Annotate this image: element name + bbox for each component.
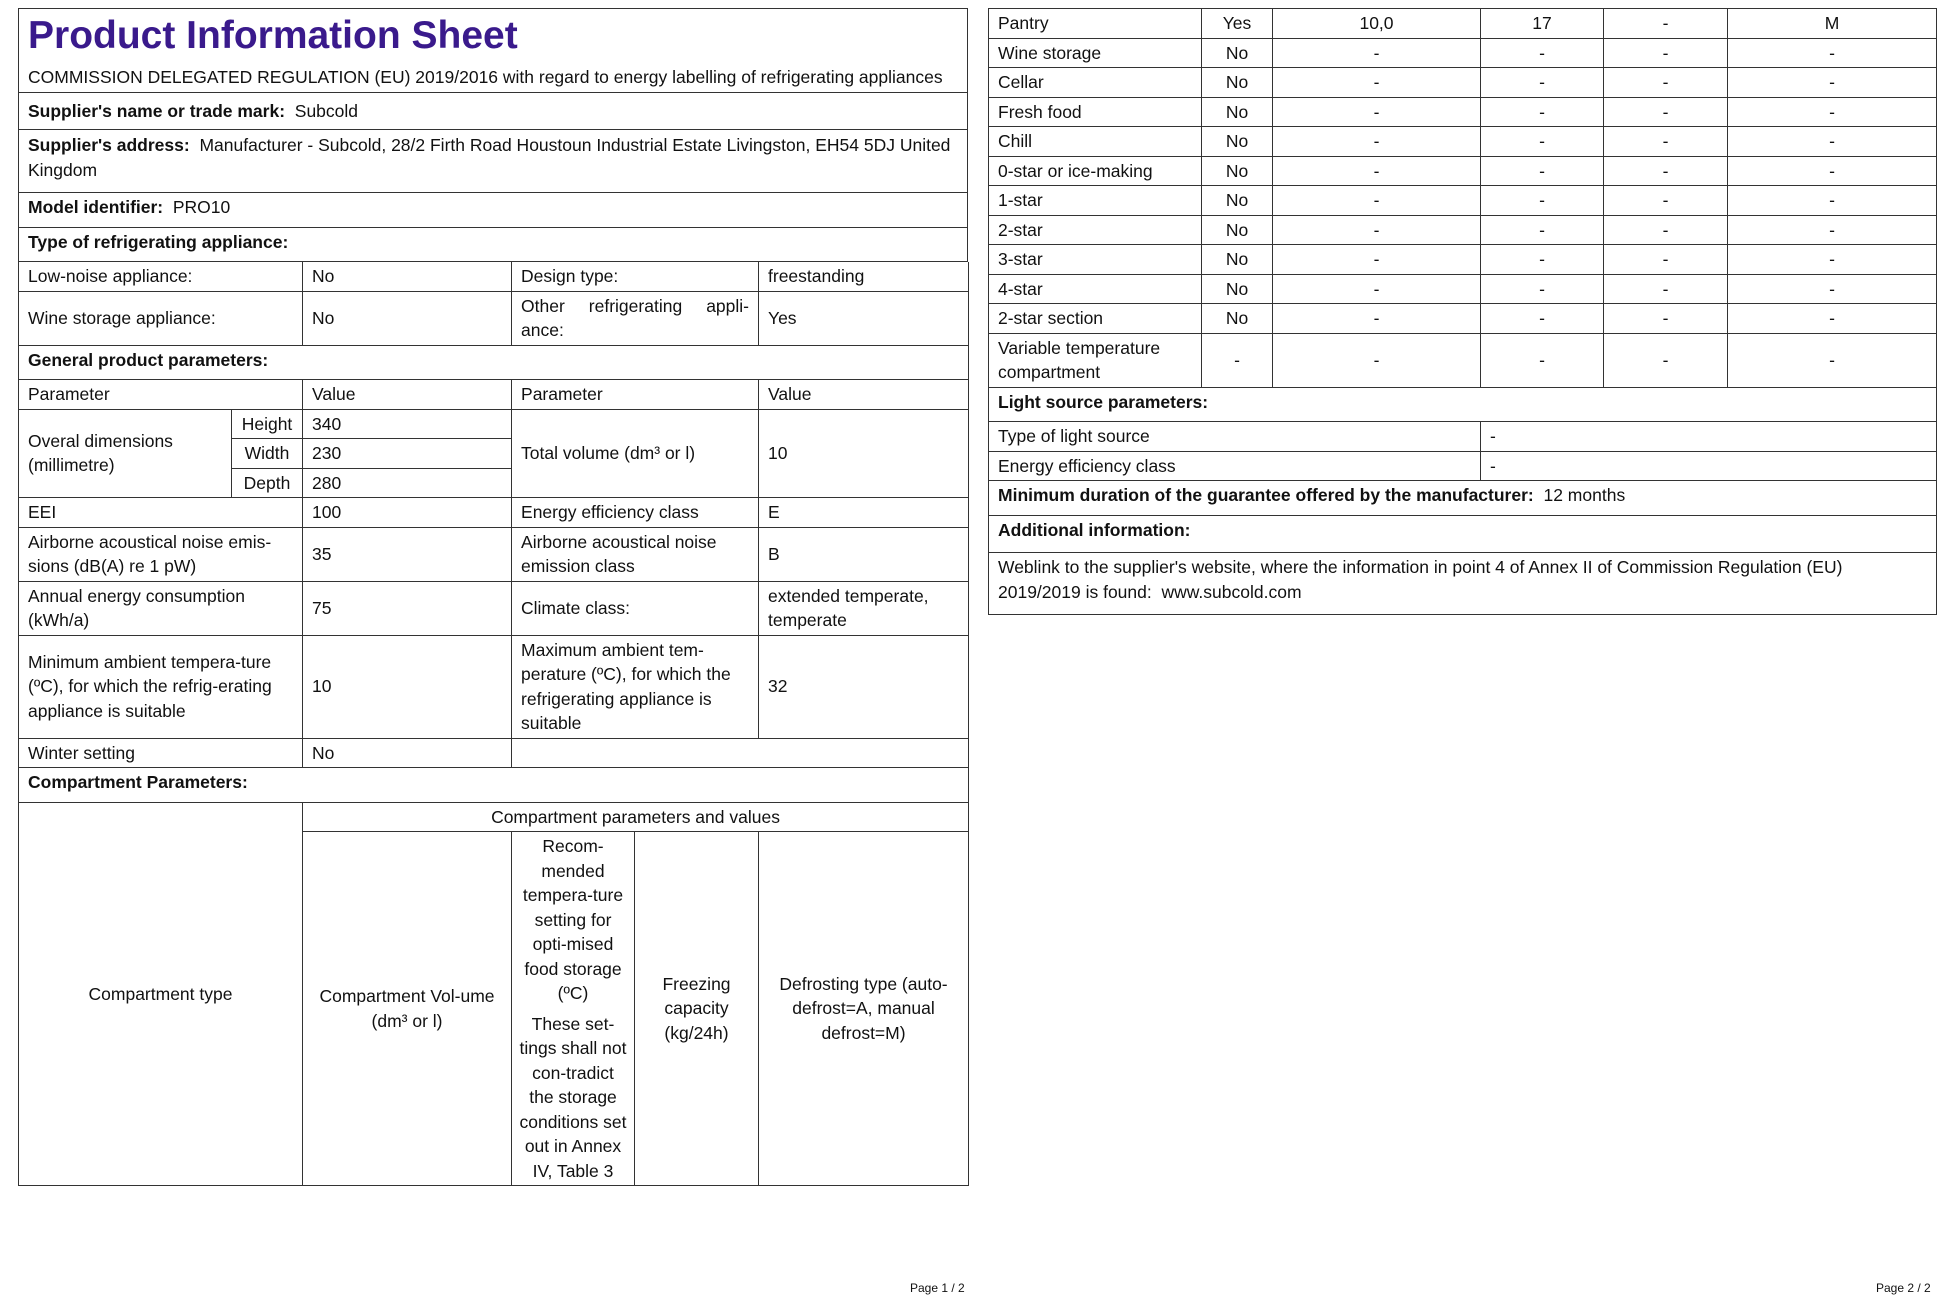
- supplier-address-label: Supplier's address:: [28, 135, 190, 155]
- compartment-type-cell: 4-star: [989, 274, 1202, 304]
- compartment-freezing-cell: -: [1604, 156, 1728, 186]
- compartment-type-cell: Wine storage: [989, 38, 1202, 68]
- compartment-present-cell: Yes: [1202, 9, 1273, 39]
- energy-class-value: E: [759, 498, 969, 528]
- compartment-present-cell: No: [1202, 38, 1273, 68]
- supplier-name-label: Supplier's name or trade mark:: [28, 100, 286, 121]
- compartment-volume-cell: -: [1273, 38, 1481, 68]
- width-label: Width: [232, 439, 303, 469]
- compartment-freezing-cell: -: [1604, 274, 1728, 304]
- total-volume-value: 10: [759, 409, 969, 498]
- annual-energy-value: 75: [303, 581, 512, 635]
- recommended-temp-header: [512, 832, 635, 1186]
- appliance-type-table: [18, 262, 969, 380]
- design-type-value: freestanding: [759, 262, 969, 291]
- guarantee-label: Minimum duration of the guarantee offered by the manufacturer:: [998, 485, 1534, 505]
- freezing-capacity-header: Freezing capacity (kg/24h): [635, 832, 759, 1186]
- weblink-text: Weblink to the supplier's website, where the information in point 4 of Annex II of Commission Regulation (EU) 2019/2019 is found:: [998, 557, 1843, 602]
- compartment-present-cell: No: [1202, 186, 1273, 216]
- compartment-present-cell: No: [1202, 274, 1273, 304]
- compartment-defrost-cell: -: [1728, 186, 1937, 216]
- compartment-temp-cell: -: [1481, 97, 1604, 127]
- light-heading: Light source parameters:: [989, 388, 1937, 422]
- noise-class-label: Airborne acoustical noise emission class: [512, 527, 759, 581]
- eei-value: 100: [303, 498, 512, 528]
- supplier-name: Subcold: [294, 100, 359, 121]
- compartment-temp-cell: -: [1481, 68, 1604, 98]
- compartment-type-cell: 0-star or ice-making: [989, 156, 1202, 186]
- low-noise-value: No: [303, 262, 512, 291]
- compartment-type-cell: Variable temperature compartment: [989, 333, 1202, 387]
- compartment-present-cell: No: [1202, 215, 1273, 245]
- regulation-text: COMMISSION DELEGATED REGULATION (EU) 2019/2016 with regard to energy labelling of refrigerating appliances: [28, 67, 943, 87]
- compartment-heading: Compartment Parameters:: [19, 768, 969, 803]
- col-value-1: Value: [303, 380, 512, 409]
- noise-label: Airborne acoustical noise emis-sions (dB(A) re 1 pW): [19, 527, 303, 581]
- compartment-freezing-cell: -: [1604, 245, 1728, 275]
- compartment-defrost-cell: -: [1728, 274, 1937, 304]
- compartment-temp-cell: -: [1481, 127, 1604, 157]
- design-type-label: Design type:: [512, 262, 759, 291]
- winter-setting-label: Winter setting: [19, 738, 303, 768]
- empty-cell: [512, 738, 969, 768]
- compartment-row: [989, 9, 1937, 39]
- compartment-volume-cell: -: [1273, 68, 1481, 98]
- general-parameters-table: [18, 380, 969, 803]
- climate-class-label: Climate class:: [512, 581, 759, 635]
- compartment-temp-cell: -: [1481, 274, 1604, 304]
- compartment-present-cell: No: [1202, 245, 1273, 275]
- compartment-defrost-cell: -: [1728, 127, 1937, 157]
- model-label: Model identifier:: [28, 197, 164, 217]
- compartment-type-cell: Pantry: [989, 9, 1202, 39]
- total-volume-label: Total volume (dm³ or l): [512, 409, 759, 498]
- compartment-row: [989, 97, 1937, 127]
- compartment-defrost-cell: -: [1728, 304, 1937, 334]
- compartment-temp-cell: -: [1481, 156, 1604, 186]
- compartment-row: [989, 156, 1937, 186]
- compartment-row: [989, 38, 1937, 68]
- compartment-defrost-cell: -: [1728, 156, 1937, 186]
- compartment-row: [989, 274, 1937, 304]
- compartment-freezing-cell: -: [1604, 127, 1728, 157]
- height-label: Height: [232, 409, 303, 439]
- max-ambient-value: 32: [759, 635, 969, 738]
- compartment-defrost-cell: M: [1728, 9, 1937, 39]
- compartment-params-header: Compartment parameters and values: [303, 803, 969, 832]
- compartment-defrost-cell: -: [1728, 245, 1937, 275]
- general-heading: General product parameters:: [19, 345, 969, 380]
- compartment-temp-cell: -: [1481, 304, 1604, 334]
- noise-value: 35: [303, 527, 512, 581]
- compartment-present-cell: No: [1202, 304, 1273, 334]
- compartment-type-cell: 2-star section: [989, 304, 1202, 334]
- depth-label: Depth: [232, 468, 303, 498]
- width-value: 230: [303, 439, 512, 469]
- compartment-freezing-cell: -: [1604, 215, 1728, 245]
- climate-class-value: extended temperate, temperate: [759, 581, 969, 635]
- light-source-table: [988, 388, 1937, 616]
- eei-label: EEI: [19, 498, 303, 528]
- other-appliance-label: Other refrigerating appli-ance:: [512, 291, 759, 345]
- compartment-row: [989, 127, 1937, 157]
- other-appliance-value: Yes: [759, 291, 969, 345]
- compartment-volume-cell: -: [1273, 97, 1481, 127]
- light-type-value: -: [1481, 422, 1937, 452]
- compartment-present-cell: No: [1202, 68, 1273, 98]
- defrosting-type-header: Defrosting type (auto-defrost=A, manual defrost=M): [759, 832, 969, 1186]
- compartment-volume-cell: -: [1273, 156, 1481, 186]
- compartment-temp-cell: -: [1481, 215, 1604, 245]
- height-value: 340: [303, 409, 512, 439]
- compartment-defrost-cell: -: [1728, 215, 1937, 245]
- energy-class-label: Energy efficiency class: [512, 498, 759, 528]
- min-ambient-value: 10: [303, 635, 512, 738]
- compartment-type-cell: 2-star: [989, 215, 1202, 245]
- compartment-volume-header: Compartment Vol-ume (dm³ or l): [303, 832, 512, 1186]
- page-title: Product Information Sheet: [28, 14, 518, 57]
- compartment-freezing-cell: -: [1604, 186, 1728, 216]
- compartment-volume-cell: -: [1273, 186, 1481, 216]
- annual-energy-label: Annual energy consumption (kWh/a): [19, 581, 303, 635]
- model-identifier: PRO10: [172, 197, 231, 217]
- supplier-address: Manufacturer - Subcold, 28/2 Firth Road Houstoun Industrial Estate Livingston, EH54 5DJ United Kingdom: [28, 135, 951, 180]
- wine-storage-value: No: [303, 291, 512, 345]
- compartment-freezing-cell: -: [1604, 304, 1728, 334]
- light-type-label: Type of light source: [989, 422, 1481, 452]
- col-value-2: Value: [759, 380, 969, 409]
- low-noise-label: Low-noise appliance:: [19, 262, 303, 291]
- max-ambient-label: Maximum ambient tem-perature (ºC), for which the refrigerating appliance is suitable: [512, 635, 759, 738]
- compartment-defrost-cell: -: [1728, 38, 1937, 68]
- compartment-type-cell: Fresh food: [989, 97, 1202, 127]
- compartment-defrost-cell: -: [1728, 333, 1937, 387]
- compartment-row: [989, 245, 1937, 275]
- compartment-temp-cell: 17: [1481, 9, 1604, 39]
- compartment-volume-cell: -: [1273, 127, 1481, 157]
- weblink[interactable]: www.subcold.com: [1161, 581, 1302, 602]
- light-class-label: Energy efficiency class: [989, 451, 1481, 481]
- compartment-present-cell: No: [1202, 97, 1273, 127]
- col-parameter-2: Parameter: [512, 380, 759, 409]
- compartment-type-header: Compartment type: [19, 803, 303, 1186]
- compartment-type-cell: Chill: [989, 127, 1202, 157]
- compartment-row: [989, 215, 1937, 245]
- compartment-row: [989, 304, 1937, 334]
- wine-storage-label: Wine storage appliance:: [19, 291, 303, 345]
- compartment-type-cell: 1-star: [989, 186, 1202, 216]
- compartment-header-table: [18, 803, 969, 1187]
- recommended-temp-text: Recom-mended tempera-ture setting for opti-mised food storage (ºC): [522, 836, 624, 1003]
- col-parameter-1: Parameter: [19, 380, 303, 409]
- winter-setting-value: No: [303, 738, 512, 768]
- compartment-temp-cell: -: [1481, 38, 1604, 68]
- compartment-present-cell: No: [1202, 156, 1273, 186]
- min-ambient-label: Minimum ambient tempera-ture (ºC), for which the refrig-erating appliance is suitable: [19, 635, 303, 738]
- compartment-defrost-cell: -: [1728, 97, 1937, 127]
- compartment-temp-cell: -: [1481, 245, 1604, 275]
- compartment-values-table: [988, 8, 1937, 388]
- noise-class-value: B: [759, 527, 969, 581]
- page-number-2: Page 2 / 2: [1876, 1281, 1931, 1295]
- compartment-volume-cell: -: [1273, 274, 1481, 304]
- compartment-type-cell: 3-star: [989, 245, 1202, 275]
- guarantee-value: 12 months: [1543, 485, 1626, 505]
- compartment-freezing-cell: -: [1604, 38, 1728, 68]
- compartment-type-cell: Cellar: [989, 68, 1202, 98]
- compartment-present-cell: -: [1202, 333, 1273, 387]
- compartment-row: [989, 333, 1937, 387]
- compartment-freezing-cell: -: [1604, 9, 1728, 39]
- compartment-volume-cell: -: [1273, 215, 1481, 245]
- temp-note-text: These set-tings shall not con-tradict the storage conditions set out in Annex IV, Table 3: [519, 1013, 627, 1181]
- depth-value: 280: [303, 468, 512, 498]
- compartment-temp-cell: -: [1481, 333, 1604, 387]
- compartment-volume-cell: -: [1273, 333, 1481, 387]
- type-heading: Type of refrigerating appliance:: [19, 227, 968, 262]
- compartment-volume-cell: -: [1273, 304, 1481, 334]
- compartment-freezing-cell: -: [1604, 68, 1728, 98]
- light-class-value: -: [1481, 451, 1937, 481]
- compartment-freezing-cell: -: [1604, 97, 1728, 127]
- compartment-row: [989, 186, 1937, 216]
- compartment-defrost-cell: -: [1728, 68, 1937, 98]
- dimensions-label: Overal dimensions (millimetre): [19, 409, 232, 498]
- compartment-freezing-cell: -: [1604, 333, 1728, 387]
- compartment-temp-cell: -: [1481, 186, 1604, 216]
- compartment-volume-cell: -: [1273, 245, 1481, 275]
- compartment-volume-cell: 10,0: [1273, 9, 1481, 39]
- compartment-present-cell: No: [1202, 127, 1273, 157]
- page-2: [988, 8, 1936, 615]
- page-1: [18, 8, 968, 1186]
- additional-heading: Additional information:: [989, 515, 1937, 553]
- page-number-1: Page 1 / 2: [910, 1281, 965, 1295]
- compartment-row: [989, 68, 1937, 98]
- header-table: [18, 8, 968, 262]
